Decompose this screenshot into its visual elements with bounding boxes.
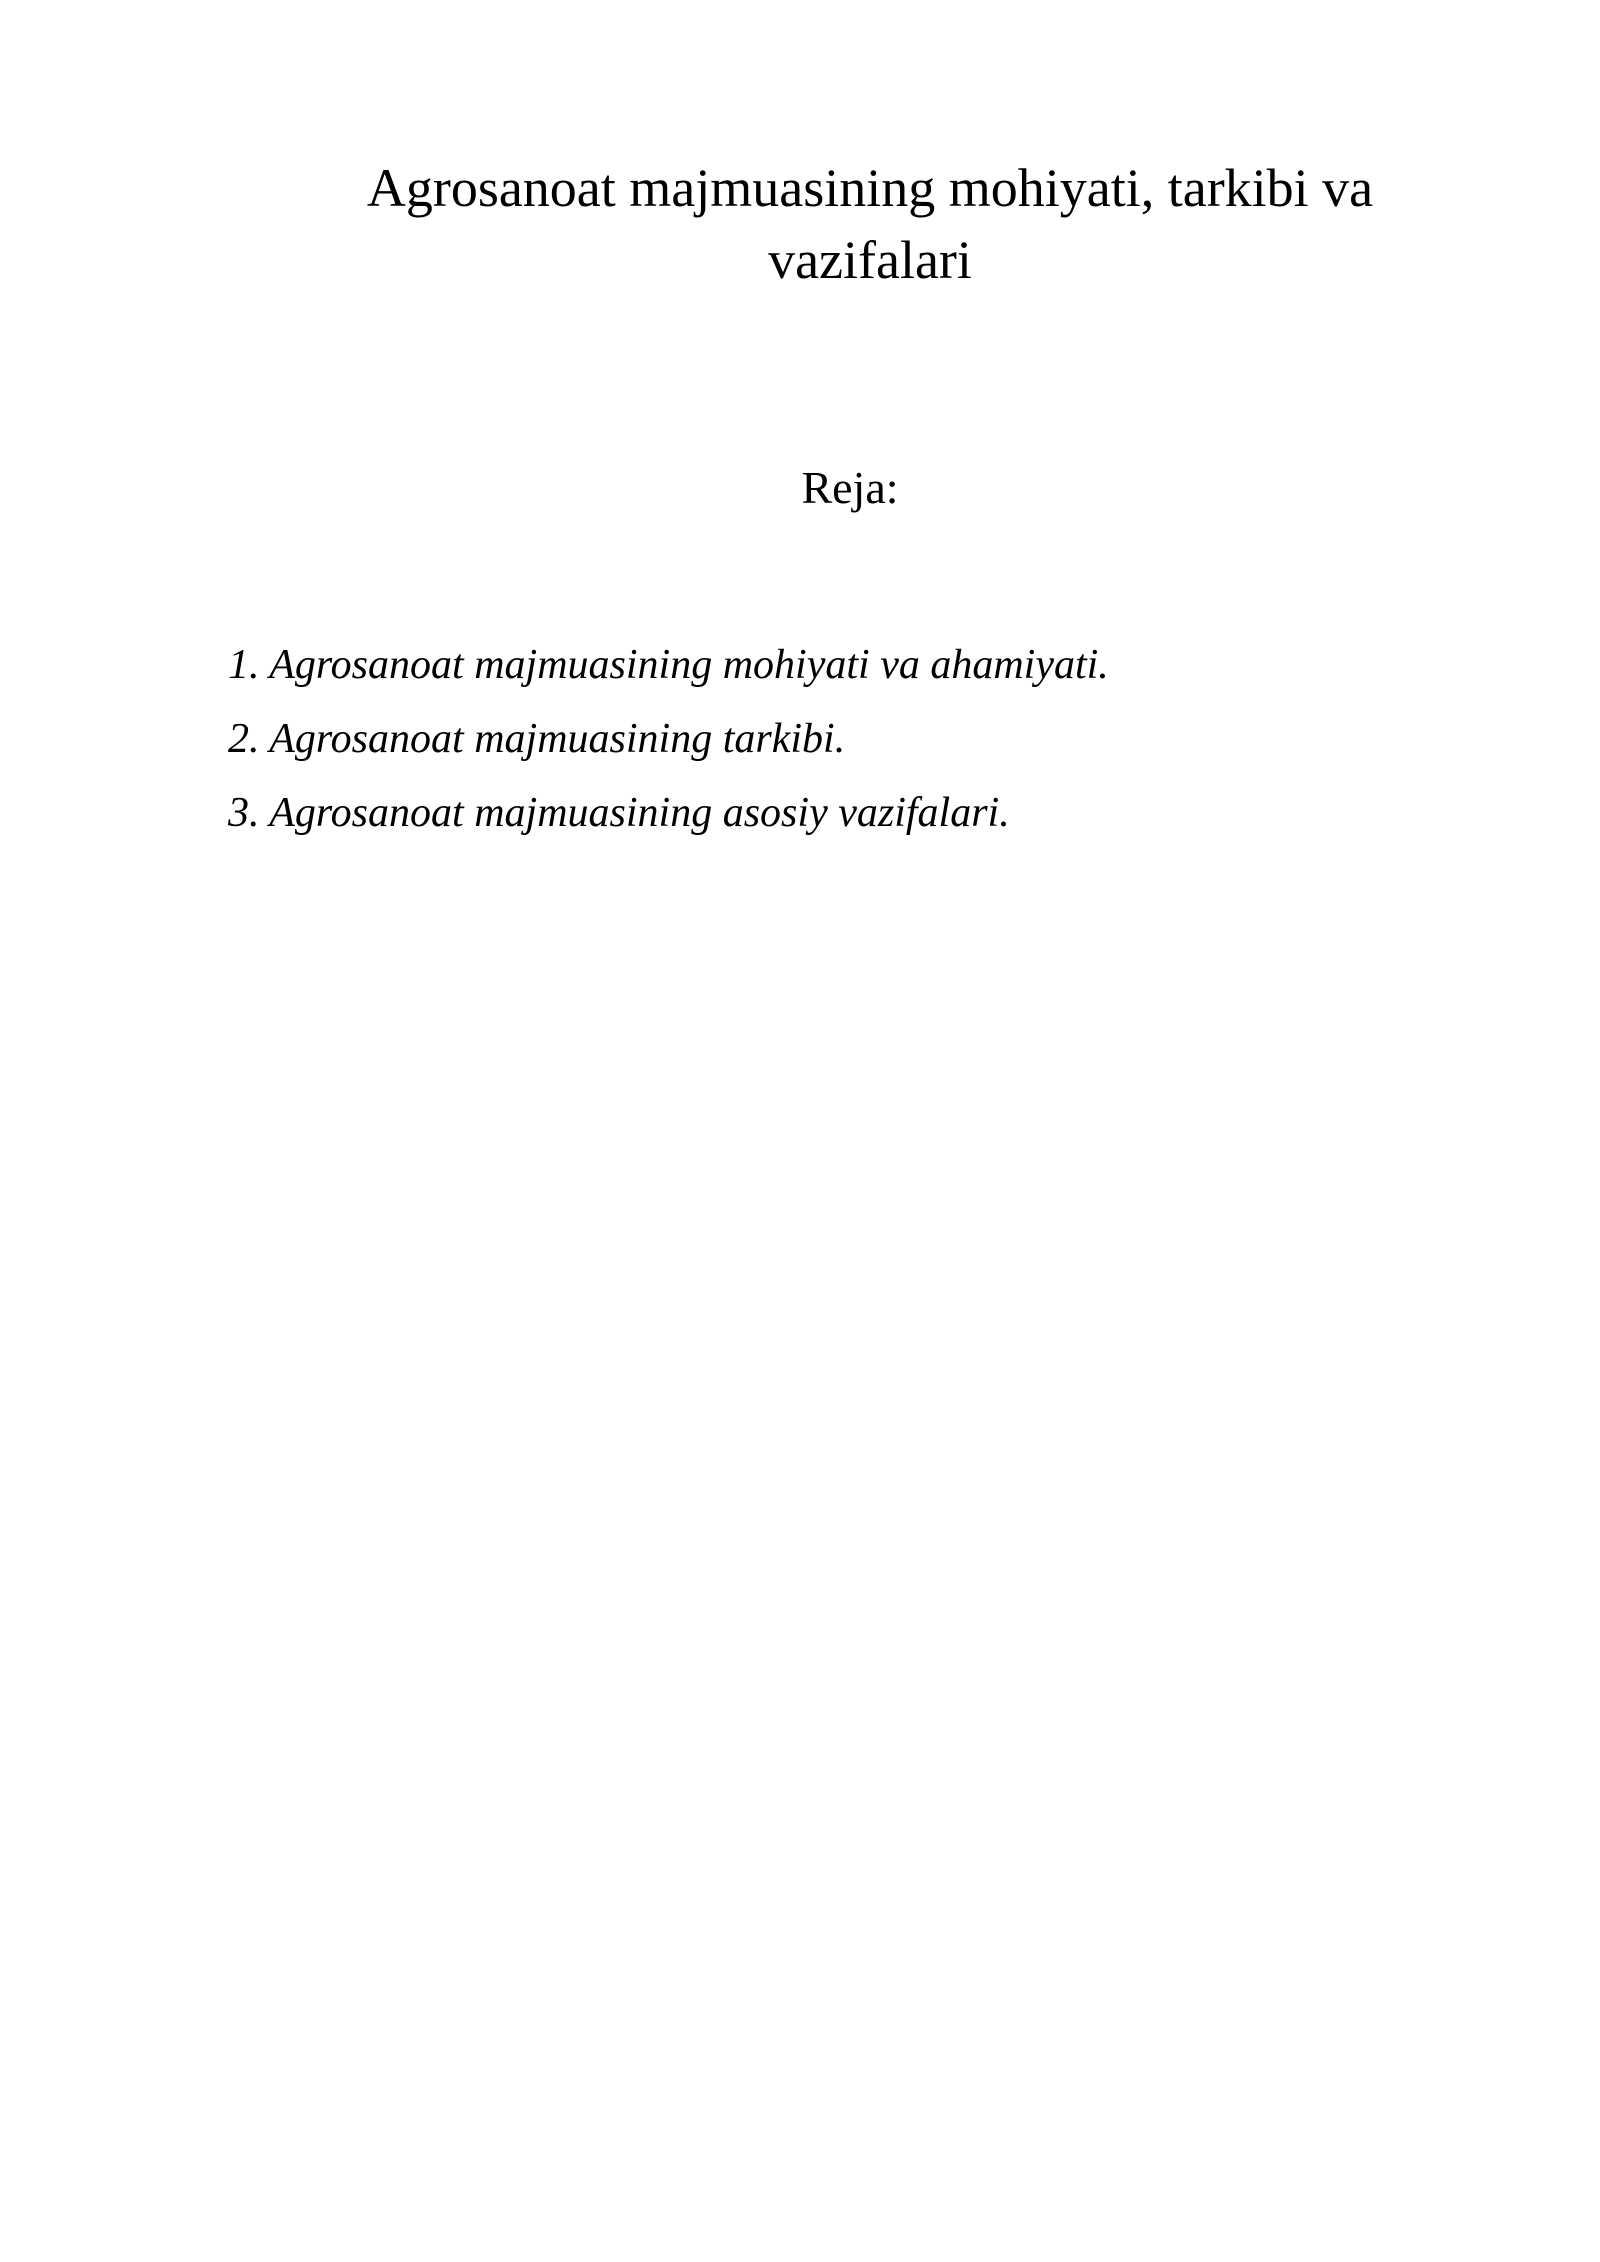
plan-item: 3. Agrosanoat majmuasining asosiy vazifalari. <box>228 790 1010 836</box>
plan-heading: Reja: <box>801 462 899 513</box>
plan-item: 1. Agrosanoat majmuasining mohiyati va ahamiyati. <box>228 642 1109 688</box>
plan-item: 2. Agrosanoat majmuasining tarkibi. <box>228 716 846 762</box>
document-title: Agrosanoat majmuasining mohiyati, tarkibi va vazifalari <box>366 158 1374 290</box>
plan-list <box>228 628 1109 850</box>
